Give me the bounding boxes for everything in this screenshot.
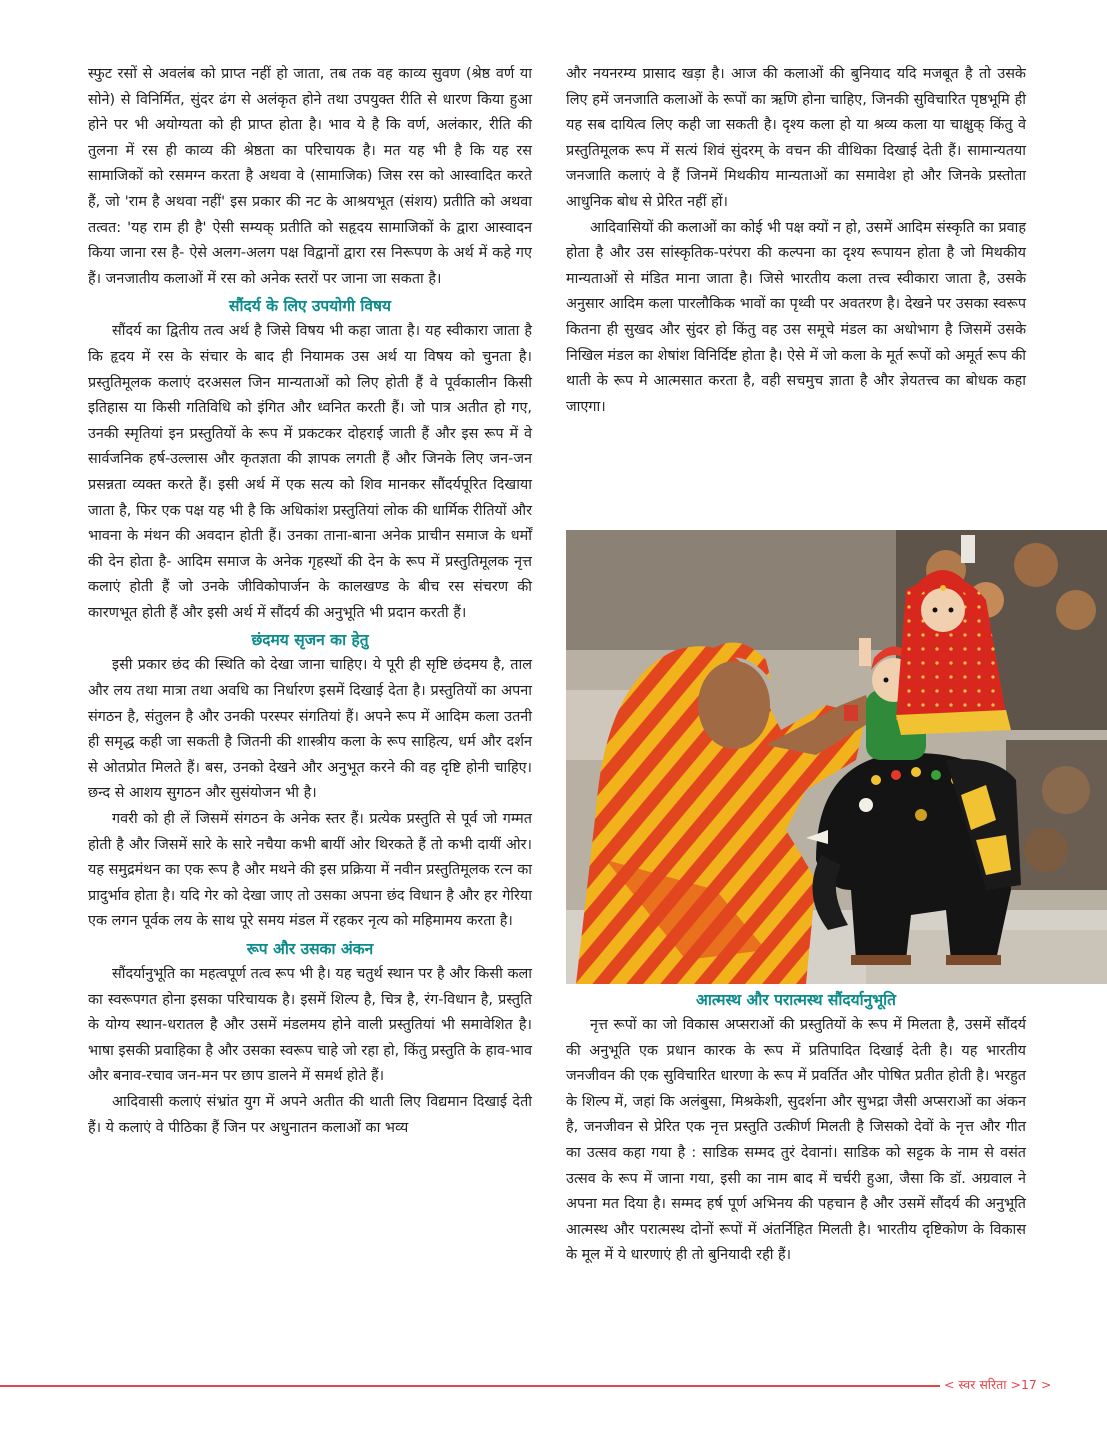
left-column [88,62,532,1141]
photo-illustration [566,530,1107,984]
body-paragraph: आदिवासी कलाएं संभ्रांत युग में अपने अतीत की थाती लिए विद्यमान दिखाई देती हैं। ये कलाएं वे पीठिका हैं जिन पर अधुनातन कलाओं का भव्य [88,1093,532,1136]
footer-rule [0,1385,940,1387]
right-column-lower [566,986,1026,1269]
section-heading: छंदमय सृजन का हेतु [251,631,369,650]
section-heading: सौंदर्य के लिए उपयोगी विषय [229,297,391,316]
right-column [566,62,1026,420]
body-paragraph: और नयनरम्य प्रासाद खड़ा है। आज की कलाओं की बुनियाद यदि मजबूत है तो उसके लिए हमें जनजाति कलाओं के रूपों का ऋणि होना चाहिए, जिनकी सुविचारित पृष्ठभूमि ही यह सब दायित्व लिए कही जा सकती है। दृश्य कला हो या श्रव्य कला या चाक्षुक् किंतु वे प्रस्तुतिमूलक रूप में सत्यं शिवं सुंदरम् के वचन की वीथिका दिखाई देती हैं। सामान्यतया जनजाति कलाएं वे हैं जिनमें मिथकीय मान्यताओं का समावेश हो और जिनके प्रस्तोता आधुनिक बोध से प्रेरित नहीं हों। [566,66,1026,210]
body-paragraph: आदिवासियों की कलाओं का कोई भी पक्ष क्यों न हो, उसमें आदिम संस्कृति का प्रवाह होता है और उस सांस्कृतिक-परंपरा की कल्पना का दृश्य रूपायन होता है जो मिथकीय मान्यताओं से मंडित माना जाता है। जिसे भारतीय कला तत्त्व स्वीकारा जाता है, उसके अनुसार आदिम कला पारलौकिक भावों का पृथ्वी पर अवतरण है। देखने पर उसका स्वरूप कितना ही सुखद और सुंदर हो किंतु वह उस समूचे मंडल का अधोभाग है जिसमें उसके निखिल मंडल का शेषांश विनिर्दिष्ट होता है। ऐसे में जो कला के मूर्त रूपों को अमूर्त रूप की थाती के रूप मे आत्मसात करता है, वही सचमुच ज्ञाता है और ज्ञेयतत्त्व का बोधक कहा जाएगा। [566,219,1026,415]
body-paragraph: सौंदर्य का द्वितीय तत्व अर्थ है जिसे विषय भी कहा जाता है। यह स्वीकारा जाता है कि हृदय में रस के संचार के बाद ही नियामक उस अर्थ या विषय को चुनता है। प्रस्तुतिमूलक कलाएं दरअसल जिन मान्यताओं को लिए होती हैं वे पूर्वकालीन किसी इतिहास या किसी गतिविधि को इंगित और ध्वनित करती हैं। जो पात्र अतीत हो गए, उनकी स्मृतियां इन प्रस्तुतियों के रूप में प्रकटकर दोहराई जाती हैं और इस रूप में वे सार्वजनिक हर्ष-उल्लास और कृतज्ञता की ज्ञापक लगती हैं और जिनके लिए जन-जन प्रसन्नता व्यक्त करते हैं। इसी अर्थ में एक सत्य को शिव मानकर सौंदर्यपूरित दिखाया जाता है, फिर एक पक्ष यह भी है कि अधिकांश प्रस्तुतियां लोक की धार्मिक रीतियों और भावना के मंथन की अवदान होती हैं। उनका ताना-बाना अनेक प्राचीन समाज के धर्मों की देन होता है- आदिम समाज के अनेक गृहस्थों की देन के रूप में प्रस्तुतिमूलक नृत्त कलाएं होती हैं जो उनके जीविकोपार्जन के कालखण्ड के बीच रस संचरण की कारणभूत होती हैं और इसी अर्थ में सौंदर्य की अनुभूति भी प्रदान करती हैं। [88,323,532,621]
body-paragraph: सौंदर्यानुभूति का महत्वपूर्ण तत्व रूप भी है। यह चतुर्थ स्थान पर है और किसी कला का स्वरूपगत होना इसका परिचायक है। इसमें शिल्प है, चित्र है, रंग-विधान है, प्रस्तुति के योग्य स्थान-धरातल है और उसमें मंडलमय होने वाली प्रस्तुतियां भी समावेशित है। भाषा इसकी प्रवाहिका है और उसका स्वरूप चाहे जो रहा हो, किंतु प्रस्तुति के हाव-भाव और बनाव-रचाव जन-मन पर छाप डालने में समर्थ होते हैं। [88,966,532,1085]
body-paragraph: गवरी को ही लें जिसमें संगठन के अनेक स्तर हैं। प्रत्येक प्रस्तुति से पूर्व जो गम्मत होती है और जिसमें सारे के सारे नचैया कभी बायीं ओर थिरकते हैं तो कभी दायीं ओर। यह समुद्रमंथन का एक रूप है और मथने की इस प्रक्रिया में नवीन प्रस्तुतिमूलक रत्न का प्रादुर्भाव होता है। यदि गेर को देखा जाए तो उसका अपना छंद विधान है और हर गेरिया एक लगन पूर्वक लय के साथ पूरे समय मंडल में रहकर नृत्य को महिमामय करता है। [88,811,532,930]
section-heading: रूप और उसका अंकन [246,940,374,958]
page-footer: < स्वर सरिता >17 > [944,1377,1052,1392]
body-paragraph: नृत्त रूपों का जो विकास अप्सराओं की प्रस्तुतियों के रूप में मिलता है, उसमें सौंदर्य की अनुभूति एक प्रधान कारक के रूप में प्रतिपादित दिखाई देती है। यह भारतीय जनजीवन की एक सुविचारित धारणा के रूप में प्रवर्तित और पोषित प्रतीत होती है। भरहुत के शिल्प में, जहां कि अलंबुसा, मिश्रकेशी, सुदर्शना और सुभद्रा जैसी अप्सराओं का अंकन है, जनजीवन से प्रेरित एक नृत्त प्रस्तुति उत्कीर्ण मिलती है जिसको देवों के नृत्त और गीत का उत्सव कहा गया है : साडिक सम्मद तुरं देवानां। साडिक को सट्टक के नाम से वसंत उत्सव के रूप में जाना गया, इसी का नाम बाद में चर्चरी हुआ, जैसा कि डॉ. अग्रवाल ने अपना मत दिया है। सम्मद हर्ष पूर्ण अभिनय की पहचान है और उसमें सौंदर्य की अनुभूति आत्मस्थ और परात्मस्थ दोनों रूपों में अंतर्निहित मिलती है। भारतीय दृष्टिकोण के विकास के मूल में ये धारणाएं ही तो बुनियादी रही हैं। [566,1017,1026,1264]
section-heading: आत्मस्थ और परात्मस्थ सौंदर्यानुभूति [696,991,896,1009]
body-paragraph: स्फुट रसों से अवलंब को प्राप्त नहीं हो जाता, तब तक वह काव्य सुवण (श्रेष्ठ वर्ण या सोने) से विनिर्मित, सुंदर ढंग से अलंकृत होने तथा उपयुक्त रीति से धारण किया हुआ होने पर भी अयोग्यता को ही प्राप्त होता है। भाव ये है कि वर्ण, अलंकार, रीति की तुलना में रस ही काव्य की श्रेष्ठता का परिचायक है। मत यह भी है कि यह रस सामाजिकों को रसमग्न करता है अथवा वे (सामाजिक) जिस रस को आस्वादित करते हैं, जो 'राम है अथवा नहीं' इस प्रकार की नट के आश्रयभूत (संशय) प्रतीति को अथवा तत्वत: 'यह राम ही है' ऐसी सम्यक् प्रतीति को सहृदय सामाजिकों के द्वारा आस्वादन किया जाना रस है- ऐसे अलग-अलग पक्ष विद्वानों द्वारा रस निरूपण के अर्थ में कहे गए हैं। जनजातीय कलाओं में रस को अनेक स्तरों पर जाना जा सकता है। [88,66,532,287]
article-photo [566,530,1107,984]
body-paragraph: इसी प्रकार छंद की स्थिति को देखा जाना चाहिए। ये पूरी ही सृष्टि छंदमय है, ताल और लय तथा मात्रा तथा अवधि का निर्धारण इसमें दिखाई देता है। प्रस्तुतियों का अपना संगठन है, संतुलन है और उनकी परस्पर संगतियां हैं। अपने रूप में आदिम कला उतनी ही समृद्ध कही जा सकती है जितनी की शास्त्रीय कला के रूप साहित्य, धर्म और दर्शन से ओतप्रोत मिलते हैं। बस, उनको देखने और अनुभूत करने की वह दृष्टि होनी चाहिए। छन्द से आशय सुगठन और सुसंयोजन भी है। [88,657,532,802]
